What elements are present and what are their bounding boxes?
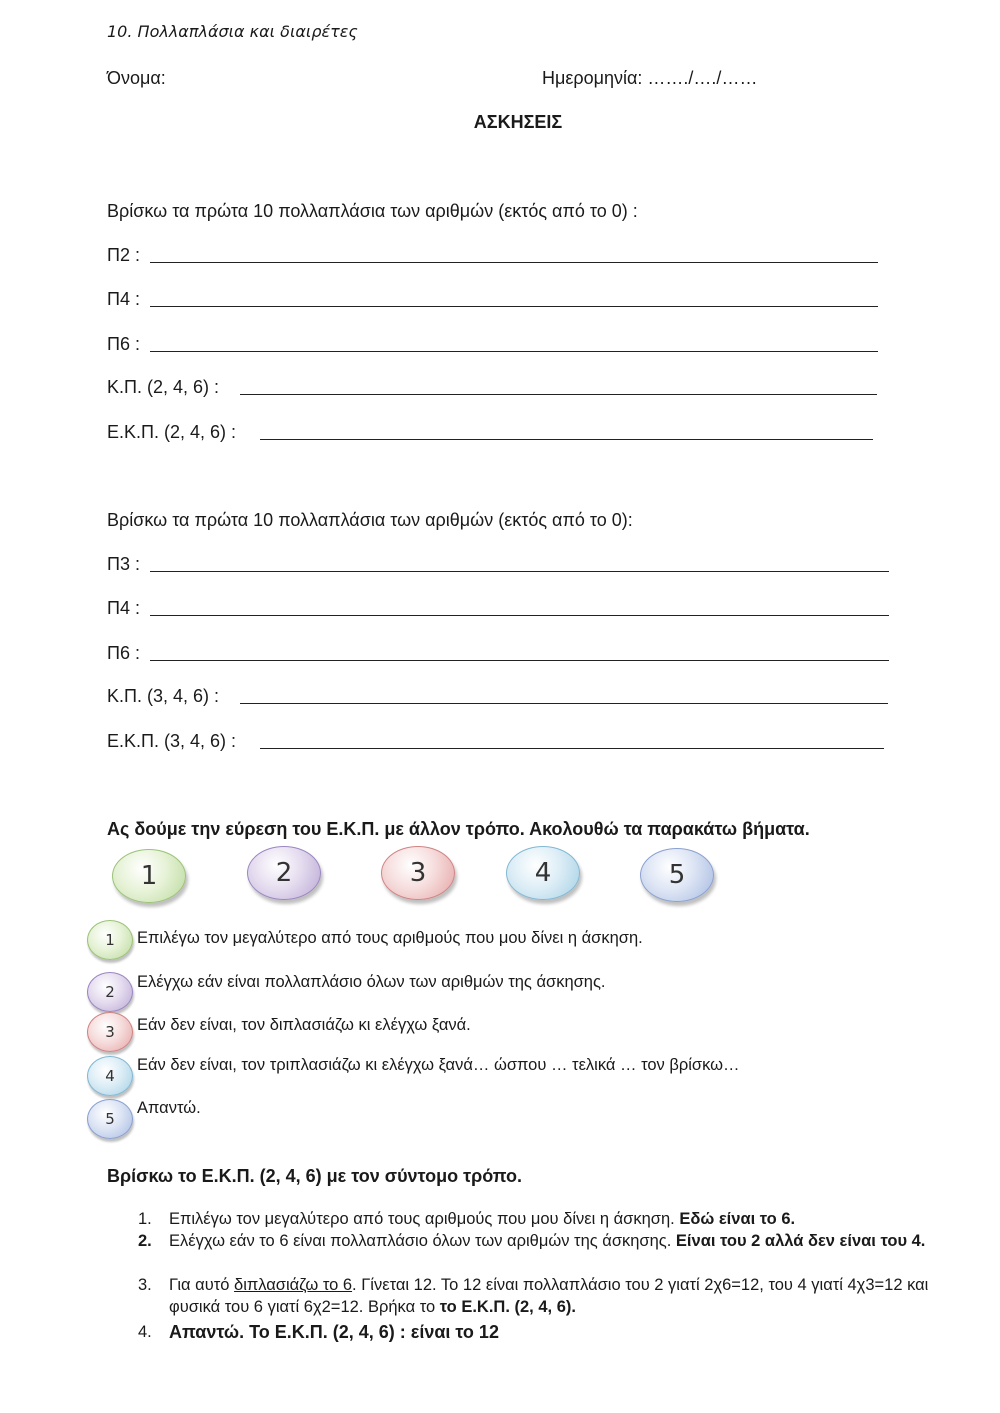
step-circle-2: 2	[247, 846, 321, 900]
ex1-answer-line-p2[interactable]	[150, 262, 878, 263]
step-text-2: Ελέγχω εάν είναι πολλαπλάσιο όλων των αριθμών της άσκησης.	[137, 973, 606, 991]
step-circle-4: 4	[506, 846, 580, 900]
ex2-answer-line-kp[interactable]	[240, 703, 888, 704]
date-label: Ημερομηνία: ……./…./……	[542, 68, 758, 88]
step-text-4: Εάν δεν είναι, τον τριπλασιάζω κι ελέγχω ξανά… ώσπου … τελικά … τον βρίσκω…	[137, 1056, 740, 1074]
example-item-number: 2.	[138, 1232, 152, 1250]
ex2-row-label-p3: Π3 :	[107, 554, 141, 574]
ex1-row-label-kp: Κ.Π. (2, 4, 6) :	[107, 377, 220, 397]
ex1-answer-line-p6[interactable]	[150, 351, 878, 352]
step-text-3: Εάν δεν είναι, τον διπλασιάζω κι ελέγχω ξανά.	[137, 1016, 471, 1034]
example-item-number: 4.	[138, 1323, 152, 1341]
exercises-heading: ΑΣΚΗΣΕΙΣ	[473, 112, 563, 132]
step-badge-3: 3	[87, 1012, 133, 1052]
ex2-answer-line-ekp[interactable]	[260, 748, 884, 749]
ex2-row-label-kp: Κ.Π. (3, 4, 6) :	[107, 686, 220, 706]
ex1-row-label-p6: Π6 :	[107, 334, 141, 354]
ex2-answer-line-p6[interactable]	[150, 660, 889, 661]
step-circle-1: 1	[112, 849, 186, 903]
step-circle-3: 3	[381, 846, 455, 900]
ex1-answer-line-kp[interactable]	[240, 394, 877, 395]
step-badge-1: 1	[87, 920, 133, 960]
step-circle-5: 5	[640, 848, 714, 902]
ex2-answer-line-p4[interactable]	[150, 615, 889, 616]
method-heading: Ας δούμε την εύρεση του Ε.Κ.Π. με άλλον τρόπο. Ακολουθώ τα παρακάτω βήματα.	[107, 819, 810, 839]
step-badge-2: 2	[87, 972, 133, 1012]
ex2-answer-line-p3[interactable]	[150, 571, 889, 572]
exercise2-instruction: Βρίσκω τα πρώτα 10 πολλαπλάσια των αριθμών (εκτός από το 0):	[107, 510, 633, 530]
ex1-answer-line-ekp[interactable]	[260, 439, 873, 440]
step-text-1: Επιλέγω τον μεγαλύτερο από τους αριθμούς που μου δίνει η άσκηση.	[137, 929, 643, 947]
exercise1-instruction: Βρίσκω τα πρώτα 10 πολλαπλάσια των αριθμών (εκτός από το 0) :	[107, 201, 638, 221]
ex2-row-label-p6: Π6 :	[107, 643, 141, 663]
ex1-answer-line-p4[interactable]	[150, 306, 878, 307]
step-badge-4: 4	[87, 1056, 133, 1096]
ex2-row-label-ekp: Ε.Κ.Π. (3, 4, 6) :	[107, 731, 237, 751]
ex1-row-label-p4: Π4 :	[107, 289, 141, 309]
example-item-number: 1.	[138, 1210, 152, 1228]
step-text-5: Απαντώ.	[137, 1099, 201, 1117]
worksheet-title: 10. Πολλαπλάσια και διαιρέτες	[107, 22, 358, 41]
ex2-row-label-p4: Π4 :	[107, 598, 141, 618]
ex1-row-label-p2: Π2 :	[107, 245, 141, 265]
step-badge-5: 5	[87, 1099, 133, 1139]
example-heading: Βρίσκω το Ε.Κ.Π. (2, 4, 6) με τον σύντομο τρόπο.	[107, 1166, 523, 1186]
example-item-number: 3.	[138, 1276, 152, 1294]
ex1-row-label-ekp: Ε.Κ.Π. (2, 4, 6) :	[107, 422, 237, 442]
name-label: Όνομα:	[107, 68, 166, 88]
